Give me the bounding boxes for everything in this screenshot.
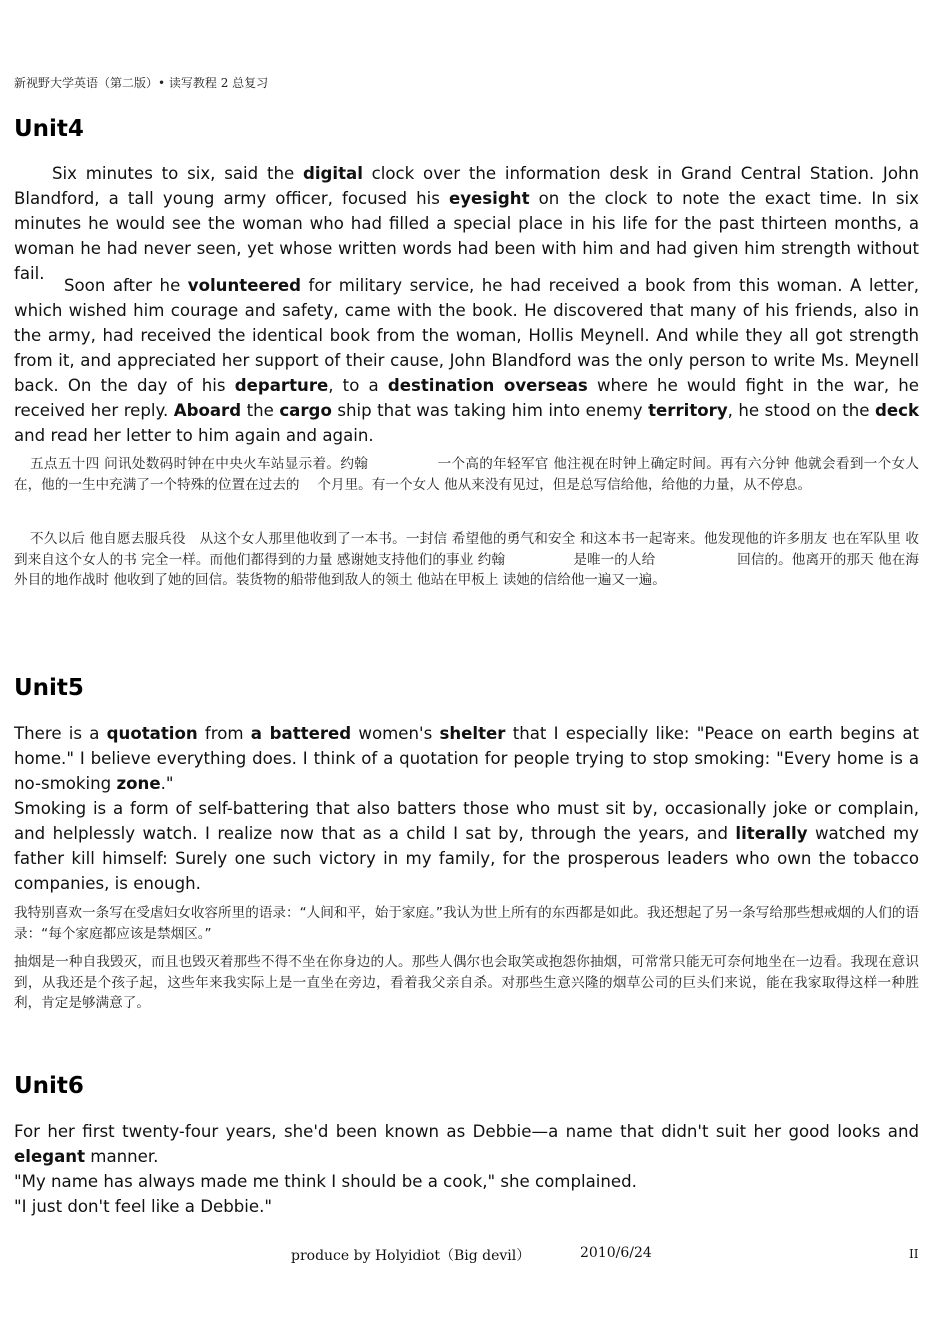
vocab-term: Aboard	[173, 401, 242, 420]
vocab-term: eyesight	[448, 189, 530, 208]
text-run: Six minutes to six, said the	[52, 164, 303, 183]
footer-credit: produce by Holyidiot（Big devil）	[291, 1248, 531, 1264]
unit5-zh-paragraph-2: 抽烟是一种自我毁灭，而且也毁灭着那些不得不坐在你身边的人。那些人偶尔也会取笑或抱怨你抽烟，可常常只能无可奈何地坐在一边看。我现在意识到，从我还是个孩子起，这些年来我实际上是一直坐在旁边，看着我父亲自杀。对那些生意兴隆的烟草公司的巨头们来说，能在我家取得这样一种胜利，肯定是够满意了。	[14, 954, 919, 1011]
text-run: clock over the information desk in Grand Central Station. John Blandford, a tall young army officer, focused his	[14, 164, 920, 208]
text-run: Soon after he	[64, 276, 188, 295]
vocab-term: elegant	[14, 1147, 86, 1166]
text-run: for military service, he had received a book from this woman. A letter, which wished him courage and safety, came with the book. He discovered that many of his friends, also in the army, had received the identical book from the woman, Hollis Meynell. And while they all got strength from it, and appreciated her support of their cause, John Blandford was the only person to write Ms. Meynell back. On the day of his	[14, 276, 919, 395]
text-run: ship that was taking him into enemy	[331, 401, 649, 420]
vocab-term: deck	[875, 401, 920, 420]
text-run: , he stood on the	[727, 401, 875, 420]
vocab-term: volunteered	[187, 276, 302, 295]
text-run: ."	[160, 774, 174, 793]
unit4-zh-paragraph-1: 五点五十四 问讯处数码时钟在中央火车站显示着。约翰 一个高的年轻军官 他注视在时钟上确定时间。再有六分钟 他就会看到一个女人在，他的一生中充满了一个特殊的位置在过去的 个月里。有一个女人 他从来没有见过，但是总写信给他，给他的力量，从不停息。	[14, 456, 919, 493]
text-run: the	[241, 401, 280, 420]
unit4-zh-paragraph-2: 不久以后 他自愿去服兵役 从这个女人那里他收到了一本书。一封信 希望他的勇气和安全 和这本书一起寄来。他发现他的许多朋友 也在军队里 收到来自这个女人的书 完全一样。而他们都得到的力量 感谢她支持他们的事业 约翰 是唯一的人给 回信的。他离开的那天 他在海外目的地作战时 他收到了她的回信。装货物的船带他到敌人的领土 他站在甲板上 读她的信给他一遍又一遍。	[14, 531, 919, 588]
text-run: watched my father kill himself: Surely one such victory in my family, for the prosperous leaders who own the tobacco companies, is enough.	[14, 824, 919, 893]
vocab-term: cargo	[279, 401, 332, 420]
vocab-term: territory	[648, 401, 728, 420]
text-run: manner.	[85, 1147, 159, 1166]
text-run: where he would fight in the war, he received her reply.	[14, 376, 919, 420]
vocab-term: departure	[234, 376, 329, 395]
unit4-title: Unit4	[14, 116, 84, 142]
text-run: on the clock to note the exact time. In six minutes he would see the woman who had filled a special place in his life for the past thirteen months, a woman he had never seen, yet whose written words had been with him and had given him strength without fail.	[14, 189, 919, 283]
footer-date: 2010/6/24	[580, 1245, 652, 1261]
vocab-term: literally	[735, 824, 808, 843]
text-run: There is a	[14, 724, 107, 743]
unit5-en-paragraph-2	[14, 796, 919, 896]
vocab-term: destination overseas	[387, 376, 588, 395]
vocab-term: shelter	[439, 724, 506, 743]
vocab-term: quotation	[106, 724, 198, 743]
unit6-en-paragraph-2: "My name has always made me think I should be a cook," she complained.	[14, 1172, 637, 1191]
text-run: that I especially like: "Peace on earth begins at home." I believe everything does. I think of a quotation for people trying to stop smoking: "Every home is a no-smoking	[14, 724, 919, 793]
unit6-en-paragraph-1	[14, 1119, 919, 1169]
vocab-term: digital	[302, 164, 363, 183]
text-run: , to a	[328, 376, 388, 395]
vocab-term: a battered	[250, 724, 352, 743]
unit4-en-paragraph-1	[14, 161, 919, 286]
unit5-en-paragraph-1	[14, 721, 919, 796]
unit6-en-paragraph-3: "I just don't feel like a Debbie."	[14, 1197, 272, 1216]
text-run: women's	[351, 724, 440, 743]
text-run: and read her letter to him again and again.	[14, 426, 374, 445]
unit5-zh-paragraph-1: 我特别喜欢一条写在受虐妇女收容所里的语录：“人间和平，始于家庭。”我认为世上所有的东西都是如此。我还想起了另一条写给那些想戒烟的人们的语录：“每个家庭都应该是禁烟区。”	[14, 905, 919, 942]
text-run: For her first twenty-four years, she'd been known as Debbie—a name that didn't suit her good looks and	[14, 1122, 919, 1141]
text-run: from	[197, 724, 251, 743]
page-header: 新视野大学英语（第二版）• 读写教程 2 总复习	[14, 76, 269, 90]
unit6-title: Unit6	[14, 1073, 84, 1099]
text-run: Smoking is a form of self-battering that also batters those who must sit by, occasionally joke or complain, and helplessly watch. I realize now that as a child I sat by, through the years, and	[14, 799, 919, 843]
unit4-en-paragraph-2	[14, 273, 919, 448]
unit5-title: Unit5	[14, 675, 84, 701]
page-number: II	[909, 1247, 919, 1261]
vocab-term: zone	[116, 774, 161, 793]
